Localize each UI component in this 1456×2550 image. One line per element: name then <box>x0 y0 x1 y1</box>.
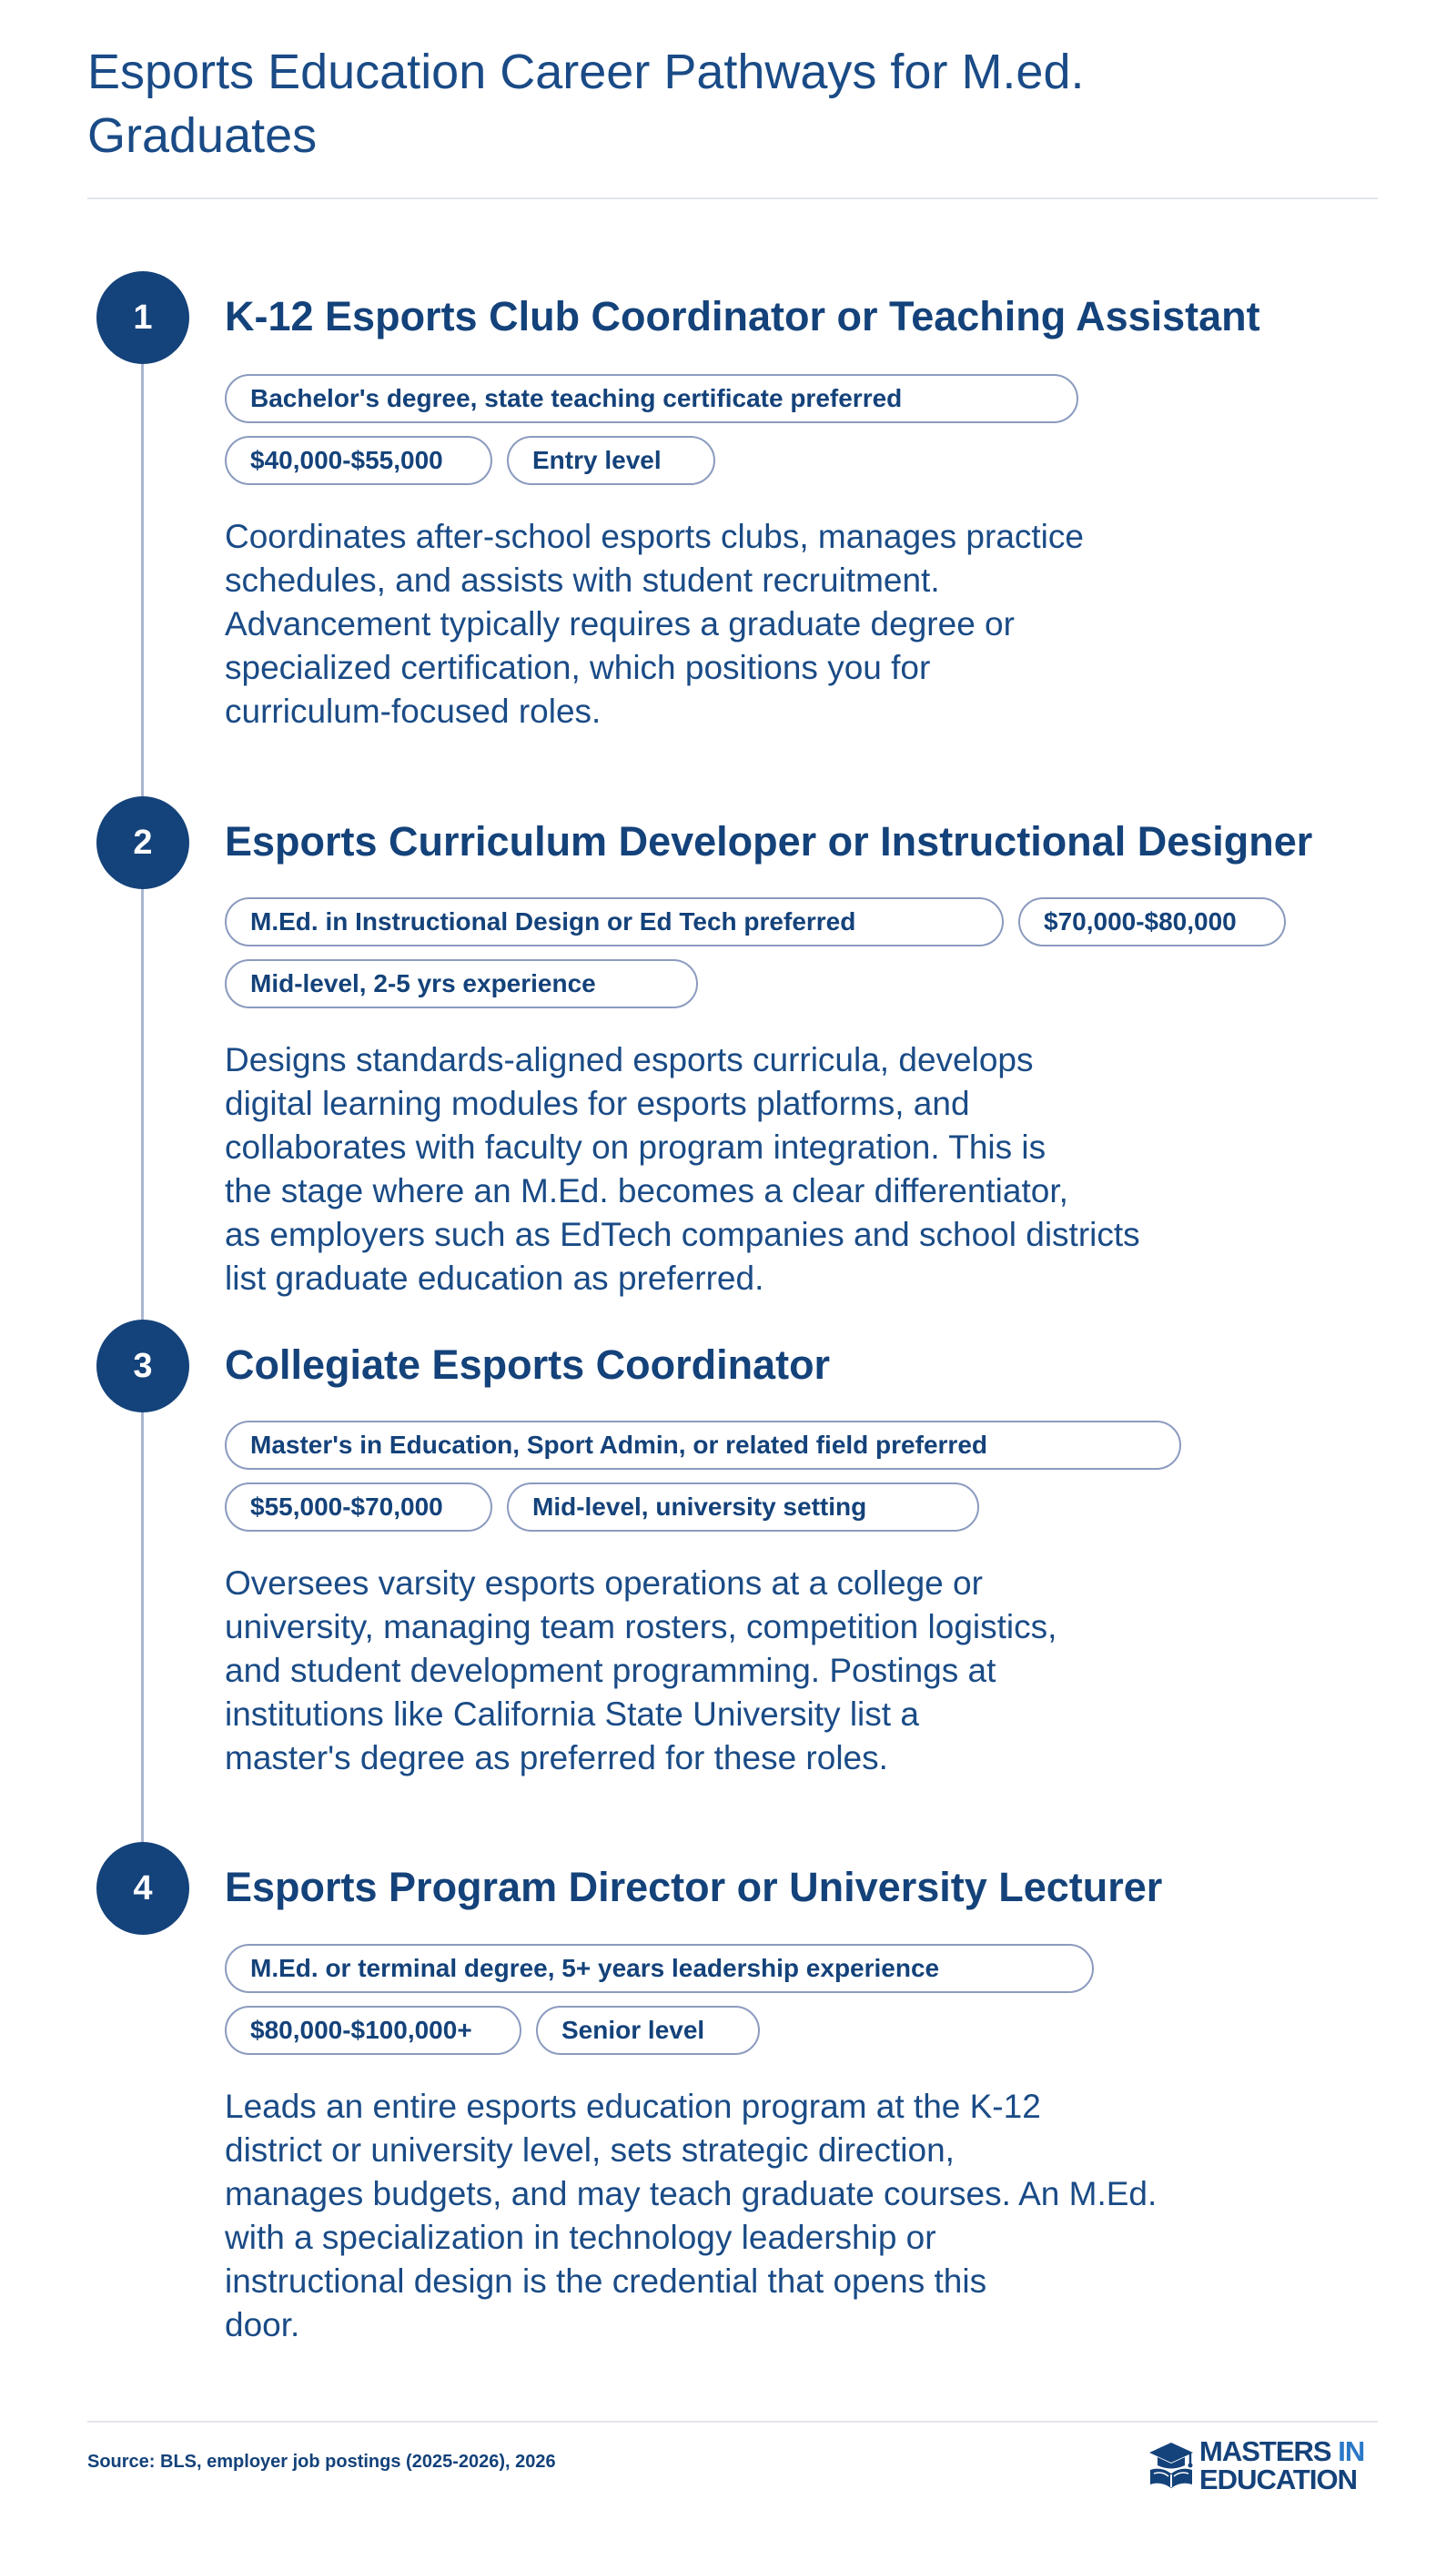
step-title: Collegiate Esports Coordinator <box>225 1341 831 1388</box>
description-line: master's degree as preferred for these roles. <box>225 1739 888 1776</box>
description-line: Leads an entire esports education program at the K-12 <box>225 2088 1041 2125</box>
description-line: Coordinates after-school esports clubs, manages practice <box>225 518 1084 555</box>
source-note: Source: BLS, employer job postings (2025-2026), 2026 <box>87 2452 556 2472</box>
description-line: with a specialization in technology leadership or <box>225 2219 936 2256</box>
description-line: door. <box>225 2306 300 2343</box>
description-line: collaborates with faculty on program integration. This is <box>225 1128 1046 1166</box>
step-description <box>225 1038 1140 1300</box>
logo-word-masters: MASTERS <box>1199 2435 1331 2467</box>
level-tag: Mid-level, university setting <box>507 1482 979 1532</box>
salary-tag: $40,000-$55,000 <box>225 436 492 485</box>
description-line: Oversees varsity esports operations at a college or <box>225 1564 983 1602</box>
page-title-line-1: Esports Education Career Pathways for M.ed. <box>87 45 1085 99</box>
timeline-line <box>141 319 144 1897</box>
step-title: Esports Program Director or University Lecturer <box>225 1864 1163 1910</box>
description-line: Designs standards-aligned esports curricula, develops <box>225 1041 1034 1078</box>
page-title <box>87 40 1270 167</box>
description-line: specialized certification, which positions you for <box>225 649 931 686</box>
step-description <box>225 1562 1057 1780</box>
education-requirement-tag: M.Ed. in Instructional Design or Ed Tech preferred <box>225 897 1004 946</box>
footer-divider <box>87 2421 1378 2423</box>
graduation-cap-book-icon <box>1148 2441 1194 2490</box>
description-line: Advancement typically requires a graduate degree or <box>225 605 1015 643</box>
step-title: Esports Curriculum Developer or Instructional Designer <box>225 818 1313 865</box>
level-tag: Senior level <box>536 2006 760 2055</box>
description-line: university, managing team rosters, competition logistics, <box>225 1608 1057 1645</box>
salary-tag: $55,000-$70,000 <box>225 1482 492 1532</box>
step-number-badge: 4 <box>96 1842 189 1935</box>
level-tag: Mid-level, 2-5 yrs experience <box>225 959 698 1008</box>
description-line: and student development programming. Postings at <box>225 1652 996 1689</box>
logo-word-education: EDUCATION <box>1199 2464 1357 2495</box>
description-line: the stage where an M.Ed. becomes a clear differentiator, <box>225 1172 1068 1209</box>
description-line: manages budgets, and may teach graduate courses. An M.Ed. <box>225 2175 1158 2212</box>
description-line: as employers such as EdTech companies and school districts <box>225 1216 1140 1253</box>
step-description <box>225 2085 1157 2347</box>
logo-wordmark <box>1199 2437 1364 2494</box>
description-line: curriculum-focused roles. <box>225 693 602 730</box>
description-line: schedules, and assists with student recruitment. <box>225 562 940 599</box>
salary-tag: $80,000-$100,000+ <box>225 2006 521 2055</box>
header-divider <box>87 197 1378 199</box>
education-requirement-tag: Master's in Education, Sport Admin, or related field preferred <box>225 1421 1181 1470</box>
education-requirement-tag: M.Ed. or terminal degree, 5+ years leadership experience <box>225 1944 1094 1993</box>
step-title: K-12 Esports Club Coordinator or Teaching Assistant <box>225 293 1260 339</box>
description-line: institutions like California State University list a <box>225 1695 919 1733</box>
step-description <box>225 515 1084 734</box>
description-line: list graduate education as preferred. <box>225 1260 764 1297</box>
description-line: district or university level, sets strategic direction, <box>225 2131 955 2169</box>
level-tag: Entry level <box>507 436 715 485</box>
education-requirement-tag: Bachelor's degree, state teaching certificate preferred <box>225 374 1078 423</box>
masters-in-education-logo <box>1148 2437 1378 2494</box>
description-line: instructional design is the credential that opens this <box>225 2262 987 2300</box>
description-line: digital learning modules for esports platforms, and <box>225 1085 970 1122</box>
logo-word-in: IN <box>1338 2435 1365 2467</box>
salary-tag: $70,000-$80,000 <box>1018 897 1286 946</box>
step-number-badge: 1 <box>96 271 189 364</box>
page-title-line-2: Graduates <box>87 108 318 163</box>
step-number-badge: 2 <box>96 796 189 889</box>
step-number-badge: 3 <box>96 1320 189 1412</box>
